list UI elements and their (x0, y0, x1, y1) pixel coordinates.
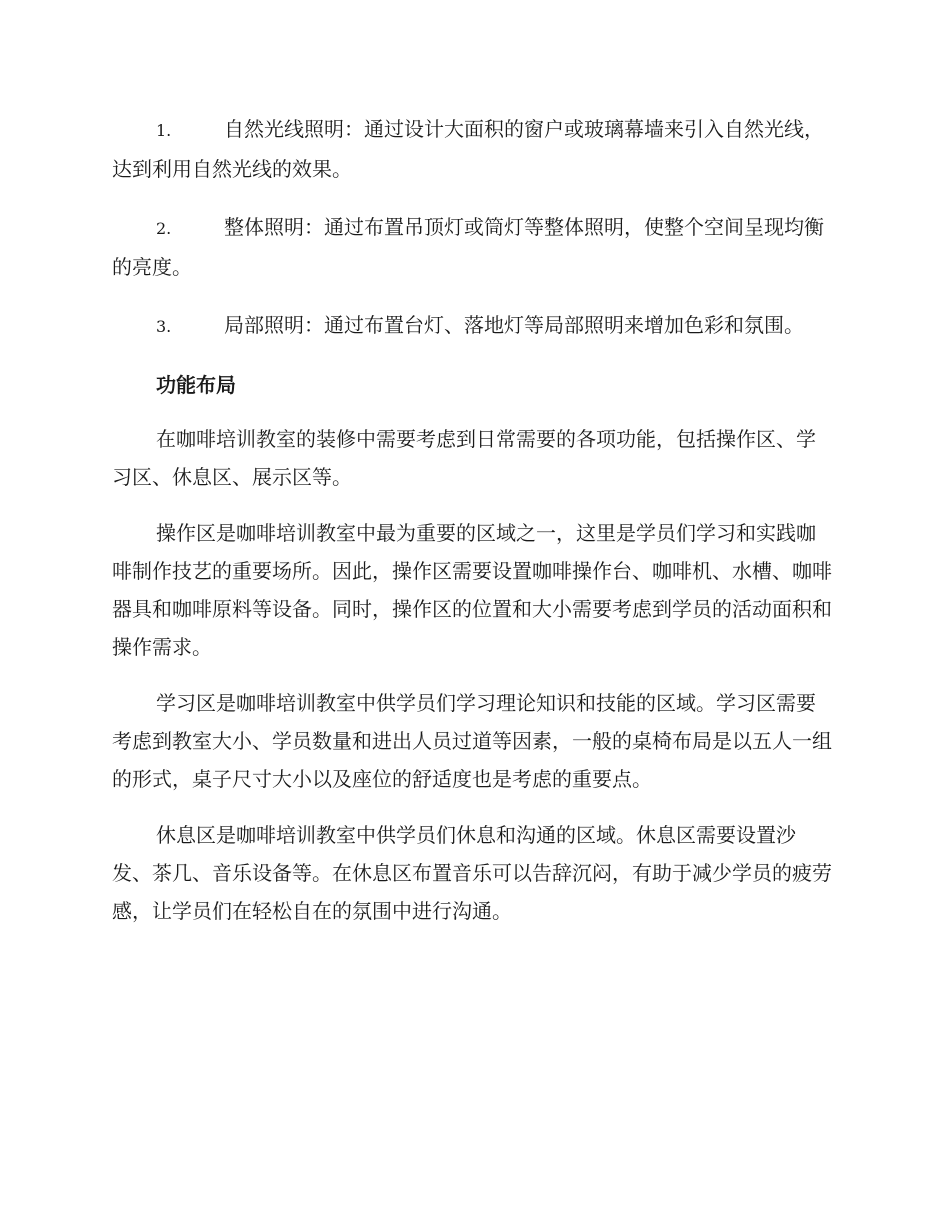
list-item-text: 整体照明：通过布置吊顶灯或筒灯等整体照明，使整个空间呈现均衡的亮度。 (112, 215, 824, 279)
list-item-natural-light (112, 110, 832, 188)
list-number: 2. (156, 219, 172, 238)
list-number: 1. (156, 121, 172, 140)
document-page (112, 110, 832, 948)
list-item-text: 自然光线照明：通过设计大面积的窗户或玻璃幕墙来引入自然光线，达到利用自然光线的效果。 (112, 117, 824, 181)
paragraph-intro: 在咖啡培训教室的装修中需要考虑到日常需要的各项功能，包括操作区、学习区、休息区、展示区等。 (112, 427, 816, 489)
list-item-local-light (112, 306, 832, 346)
paragraph-rest-area: 休息区是咖啡培训教室中供学员们休息和沟通的区域。休息区需要设置沙发、茶几、音乐设备等。在休息区布置音乐可以告辞沉闷，有助于减少学员的疲劳感，让学员们在轻松自在的氛围中进行沟通。 (112, 823, 832, 923)
list-item-general-light (112, 208, 832, 286)
paragraph-study-area: 学习区是咖啡培训教室中供学员们学习理论知识和技能的区域。学习区需要考虑到教室大小、学员数量和进出人员过道等因素，一般的桌椅布局是以五人一组的形式，桌子尺寸大小以及座位的舒适度也是考虑的重要点。 (112, 691, 832, 791)
list-item-text: 局部照明：通过布置台灯、落地灯等局部照明来增加色彩和氛围。 (224, 313, 804, 337)
list-number: 3. (156, 317, 172, 336)
section-heading: 功能布局 (156, 373, 236, 397)
paragraph-operation-area: 操作区是咖啡培训教室中最为重要的区域之一，这里是学员们学习和实践咖啡制作技艺的重要场所。因此，操作区需要设置咖啡操作台、咖啡机、水槽、咖啡器具和咖啡原料等设备。同时，操作区的位置和大小需要考虑到学员的活动面积和操作需求。 (112, 521, 832, 659)
